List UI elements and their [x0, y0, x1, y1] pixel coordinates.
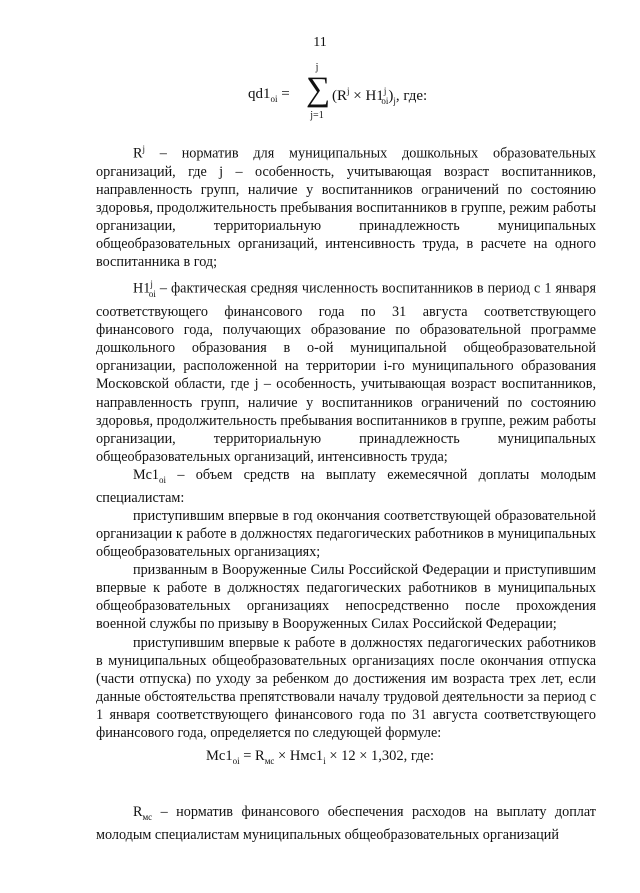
formula-rhs-subscript: j — [393, 96, 396, 106]
formula-lhs-subscript: oi — [270, 94, 278, 104]
paragraph-symbol-subscript: oi — [148, 288, 156, 299]
formula-subscript: мс — [264, 755, 275, 766]
formula-mc1 — [0, 748, 640, 766]
main-text — [96, 140, 596, 742]
formula-qd1 — [248, 62, 488, 128]
paragraph-rj — [96, 140, 596, 271]
page-number: 11 — [313, 35, 327, 50]
sum-lower-limit: j=1 — [310, 110, 324, 121]
formula-part: = R — [239, 748, 265, 764]
formula-rhs-tail: , где: — [395, 88, 428, 104]
paragraph-rmc — [96, 789, 596, 858]
paragraph-symbol: R — [133, 145, 143, 162]
paragraph-case-3: приступившим впервые к работе в должностях педагогических работников в муниципальных общеобразовательных организациях после окончания отпуска (части отпуска) по уходу за ребенком до достижения им возраста трех лет, если данные обстоятельства препятствовали началу трудовой деятельности за период с 1 января соответствующего финансового года по 31 августа соответствующего финансового года, определяется по следующей формуле: — [96, 634, 596, 742]
summation — [306, 62, 331, 128]
paragraph-symbol-superscript: j — [142, 144, 145, 154]
paragraph-text: – объем средств на выплату ежемесячной доплаты молодым специалистам: — [96, 466, 596, 506]
formula-rhs-superscript: j — [383, 86, 387, 96]
formula-rhs — [332, 86, 427, 106]
paragraph-mc1 — [96, 466, 596, 507]
formula-rhs-superscript: j — [347, 86, 350, 96]
paragraph-symbol-subscript: мс — [142, 812, 153, 823]
paragraph-symbol: Mc1 — [133, 466, 160, 483]
formula-subscript: i — [323, 755, 326, 766]
formula-rhs-part: (R — [332, 88, 347, 104]
sum-upper-limit: j — [315, 62, 319, 73]
paragraph-symbol: R — [133, 804, 143, 821]
paragraph-case-1: приступившим впервые в год окончания соответствующей образовательной организации к работе в должностях педагогических работников в муниципальных общеобразовательных организациях; — [96, 507, 596, 561]
formula-lhs — [248, 86, 290, 104]
paragraph-case-2: призванным в Вооруженные Силы Российской Федерации и приступившим впервые к работе в должностях педагогических работников в муниципальных общеобразовательных организациях непосредственно после прохождения военной службы по призыву в Вооруженных Силах Российской Федерации; — [96, 562, 596, 633]
sigma-icon: ∑ — [306, 71, 331, 108]
paragraph-symbol: H1 — [133, 281, 151, 298]
formula-equals: = — [277, 86, 290, 102]
formula-lhs-symbol: Mc1 — [206, 748, 233, 764]
formula-rhs-part: × H1 — [349, 88, 384, 104]
paragraph-text: – фактическая средняя численность воспитанников в период с 1 января соответствующего финансового года по 31 августа соответствующего финансового года, получающих образование по образовательной программе дошкольного образования в о-ой муниципальной общеобразовательной организации, расположенной на территории i-го муниципального образования Московской области, где j – особенность, учитывающая возраст воспитанников, направленность групп, наличие у воспитанников ограничений по состоянию здоровья, продолжительность пребывания воспитанников в группе, режим работы организации, территориальную принадлежность муниципальных общеобразовательных организаций, интенсивность труда; — [96, 281, 596, 465]
formula-rhs-part: ) — [388, 88, 394, 104]
formula-tail: × 12 × 1,302, где: — [325, 748, 434, 764]
formula-rhs-subscript: oi — [381, 96, 389, 106]
paragraph-text: – норматив для муниципальных дошкольных образовательных организаций, где j – особенность, учитывающая возраст воспитанников, направленность групп, наличие у воспитанников ограничений по состоянию здоровья, продолжительность пребывания воспитанников в группе, режим работы организации, территориальную принадлежность муниципальных общеобразовательных организаций, интенсивность труда, в расчете на одного воспитанника в год; — [96, 145, 596, 271]
paragraph-text: – норматив финансового обеспечения расходов на выплату доплат молодым специалистам муниципальных общеобразовательных организаций — [96, 804, 596, 844]
formula-part: × Hмc1 — [274, 748, 324, 764]
paragraph-h1 — [96, 275, 596, 466]
paragraph-rmc-body — [96, 803, 596, 844]
paragraph-symbol-superscript: j — [150, 279, 153, 290]
formula-lhs-symbol: qd1 — [248, 86, 271, 102]
paragraph-symbol-subscript: oi — [159, 474, 167, 485]
formula-lhs-subscript: oi — [232, 755, 240, 766]
